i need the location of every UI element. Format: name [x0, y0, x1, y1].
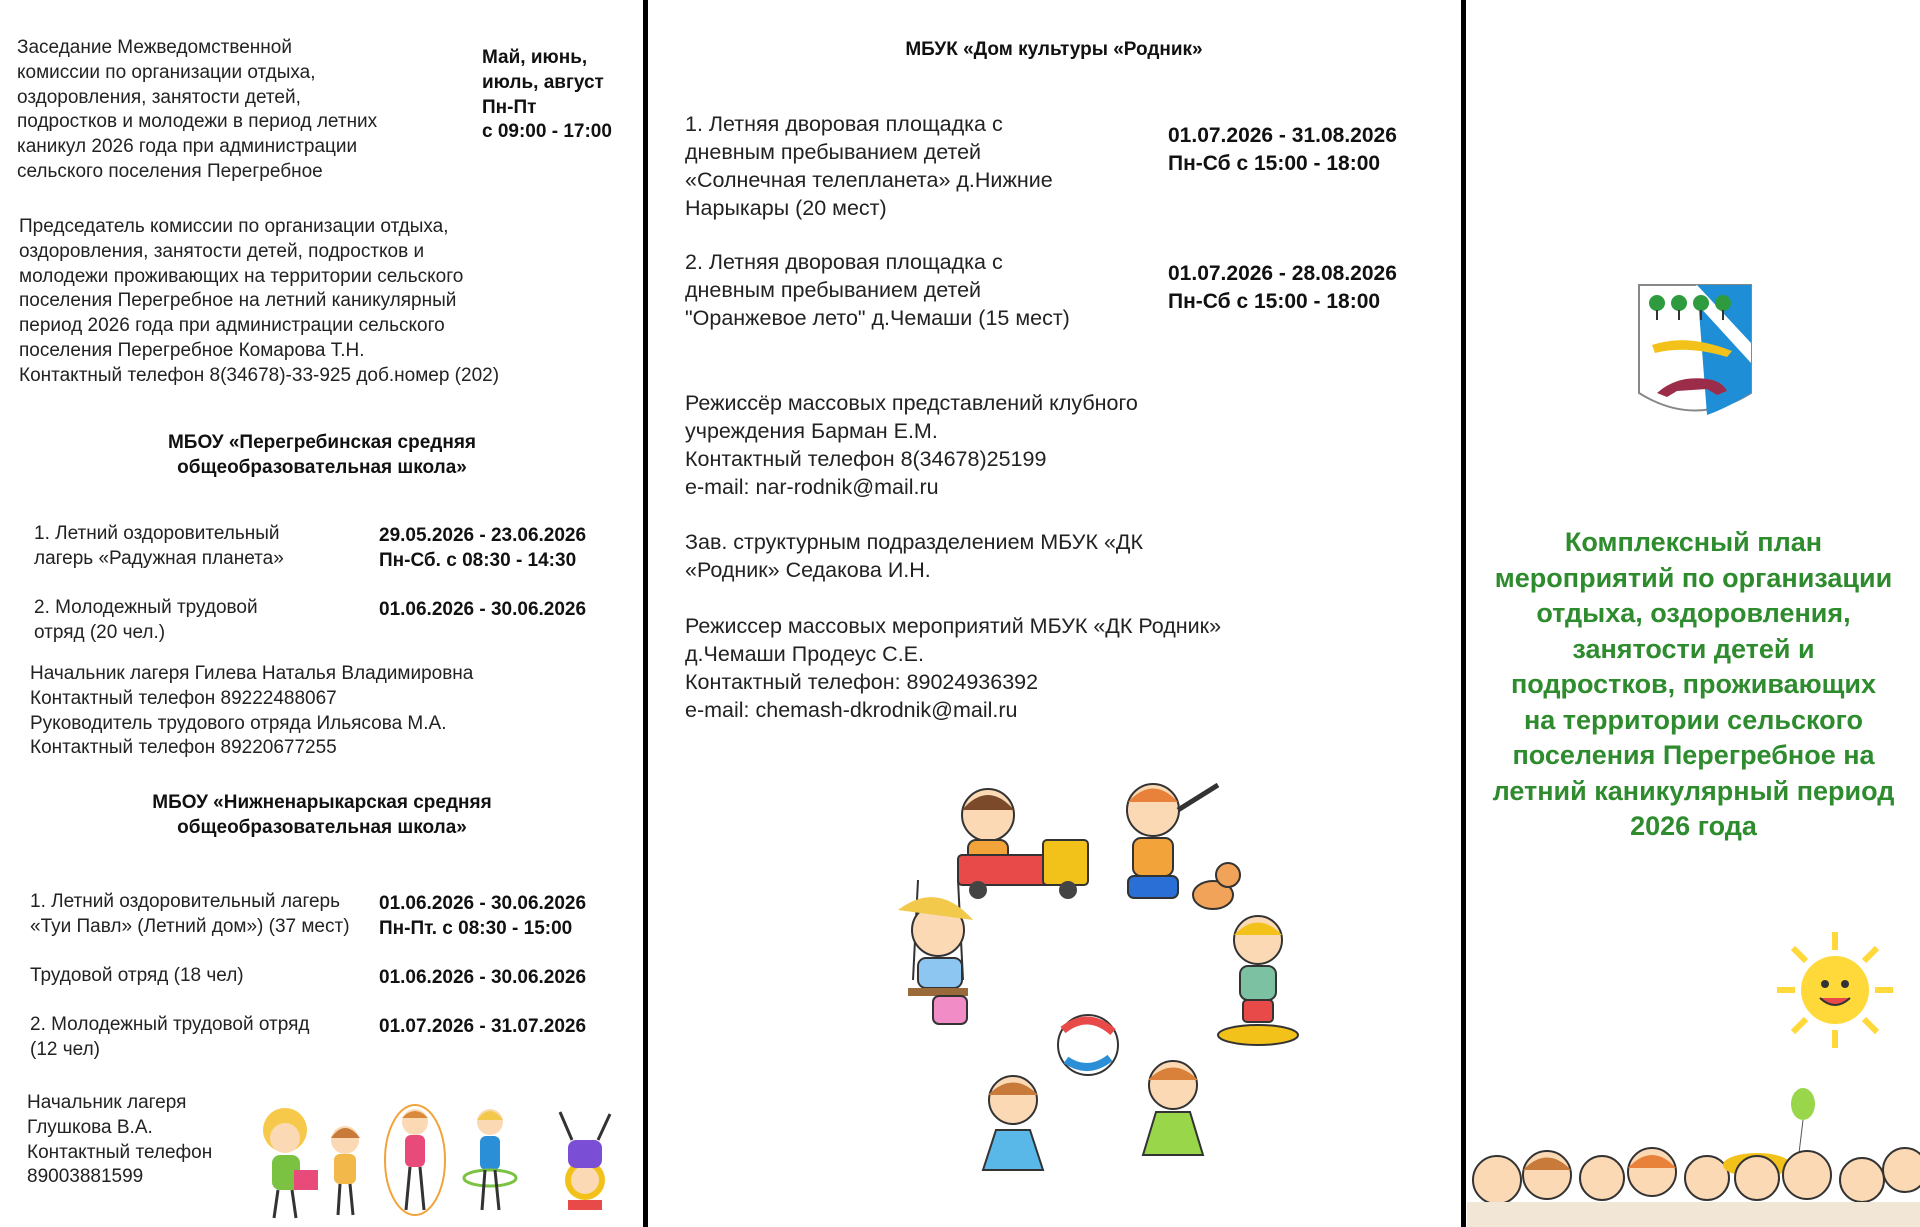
school1-item2-label: 2. Молодежный трудовой отряд (20 чел.) — [34, 597, 258, 643]
kids-row-illustration — [1467, 1080, 1920, 1227]
school2-item2-label: Трудовой отряд (18 чел) — [30, 965, 244, 986]
mid-contacts-1: Режиссёр массовых представлений клубного учреждения Барман Е.М. Контактный телефон 8(34678)25199 e-mail: nar-rodnik@mail.ru — [685, 391, 1138, 499]
school2-contacts: Начальник лагеря Глушкова В.А. Контактный телефон 89003881599 — [27, 1092, 213, 1188]
brochure-title: Комплексный план мероприятий по организации отдыха, оздоровления, занятости детей и подростков, проживающих на территории сельского поселения Перегребное на летний каникулярный период 2026 года — [1492, 527, 1895, 841]
kid-figure — [263, 1108, 318, 1218]
mid-item1-label: 1. Летняя дворовая площадка с дневным пребыванием детей «Солнечная телепланета» д.Нижние Нарыкары (20 мест) — [685, 112, 1053, 220]
mid-contacts-2: Зав. структурным подразделением МБУК «ДК «Родник» Седакова И.Н. — [685, 530, 1143, 582]
middle-panel — [648, 0, 1460, 1227]
mid-item1-dates: 01.07.2026 - 31.08.2026 Пн-Сб с 15:00 - 18:00 — [1168, 124, 1397, 175]
mid-item2-label: 2. Летняя дворовая площадка с дневным пребыванием детей "Оранжевое лето" д.Чемаши (15 мест) — [685, 250, 1070, 330]
school2-item3-label: 2. Молодежный трудовой отряд (12 чел) — [30, 1014, 310, 1060]
school1-item1-label: 1. Летний оздоровительный лагерь «Радужная планета» — [34, 523, 284, 569]
school2-item2-dates: 01.06.2026 - 30.06.2026 — [379, 967, 587, 988]
fold-line-right — [1461, 0, 1466, 1227]
kids-playing-illustration — [250, 1100, 630, 1225]
chairman-text: Председатель комиссии по организации отдыха, оздоровления, занятости детей, подростков и молодежи проживающих на территории сельского поселения Перегребное на летний каникулярный период 2026 года при администрации сельского поселения Перегребное Комарова Т.Н. Контактный телефон 8(34678)-33-925 доб.номер (202) — [19, 216, 500, 386]
commission-schedule: Май, июнь, июль, август Пн-Пт с 09:00 - 17:00 — [482, 47, 612, 143]
school1-heading: МБОУ «Перегребинская средняя общеобразовательная школа» — [167, 432, 477, 478]
school2-item3-dates: 01.07.2026 - 31.07.2026 — [379, 1016, 587, 1037]
coat-of-arms-icon — [1637, 283, 1753, 428]
school1-contacts: Начальник лагеря Гилева Наталья Владимировна Контактный телефон 89222488067 Руководитель трудового отряда Ильясова М.А. Контактный телефон 89220677255 — [30, 663, 474, 759]
commission-title: Заседание Межведомственной комиссии по организации отдыха, оздоровления, занятости детей, подростков и молодежи в период летних каникул 2026 года при администрации сельского поселения Перегребное — [17, 37, 378, 182]
left-panel — [0, 0, 642, 1227]
right-panel — [1467, 0, 1920, 1227]
school2-item1-dates: 01.06.2026 - 30.06.2026 Пн-Пт. с 08:30 - 15:00 — [379, 893, 587, 939]
school2-item1-label: 1. Летний оздоровительный лагерь «Туи Павл» (Летний дом») (37 мест) — [30, 891, 350, 937]
school2-heading: МБОУ «Нижненарыкарская средняя общеобразовательная школа» — [152, 792, 492, 838]
culture-house-heading: МБУК «Дом культуры «Родник» — [905, 39, 1203, 60]
sun-icon — [1775, 930, 1895, 1050]
school1-item1-dates: 29.05.2026 - 23.06.2026 Пн-Сб. с 08:30 - 14:30 — [379, 525, 587, 571]
school1-item2-dates: 01.06.2026 - 30.06.2026 — [379, 599, 587, 620]
mid-contacts-3: Режиссер массовых мероприятий МБУК «ДК Родник» д.Чемаши Продеус С.Е. Контактный телефон: 89024936392 e-mail: chemash-dkrodnik@mail.ru — [685, 614, 1222, 722]
children-illustration — [838, 770, 1318, 1210]
mid-item2-dates: 01.07.2026 - 28.08.2026 Пн-Сб с 15:00 - 18:00 — [1168, 262, 1397, 313]
